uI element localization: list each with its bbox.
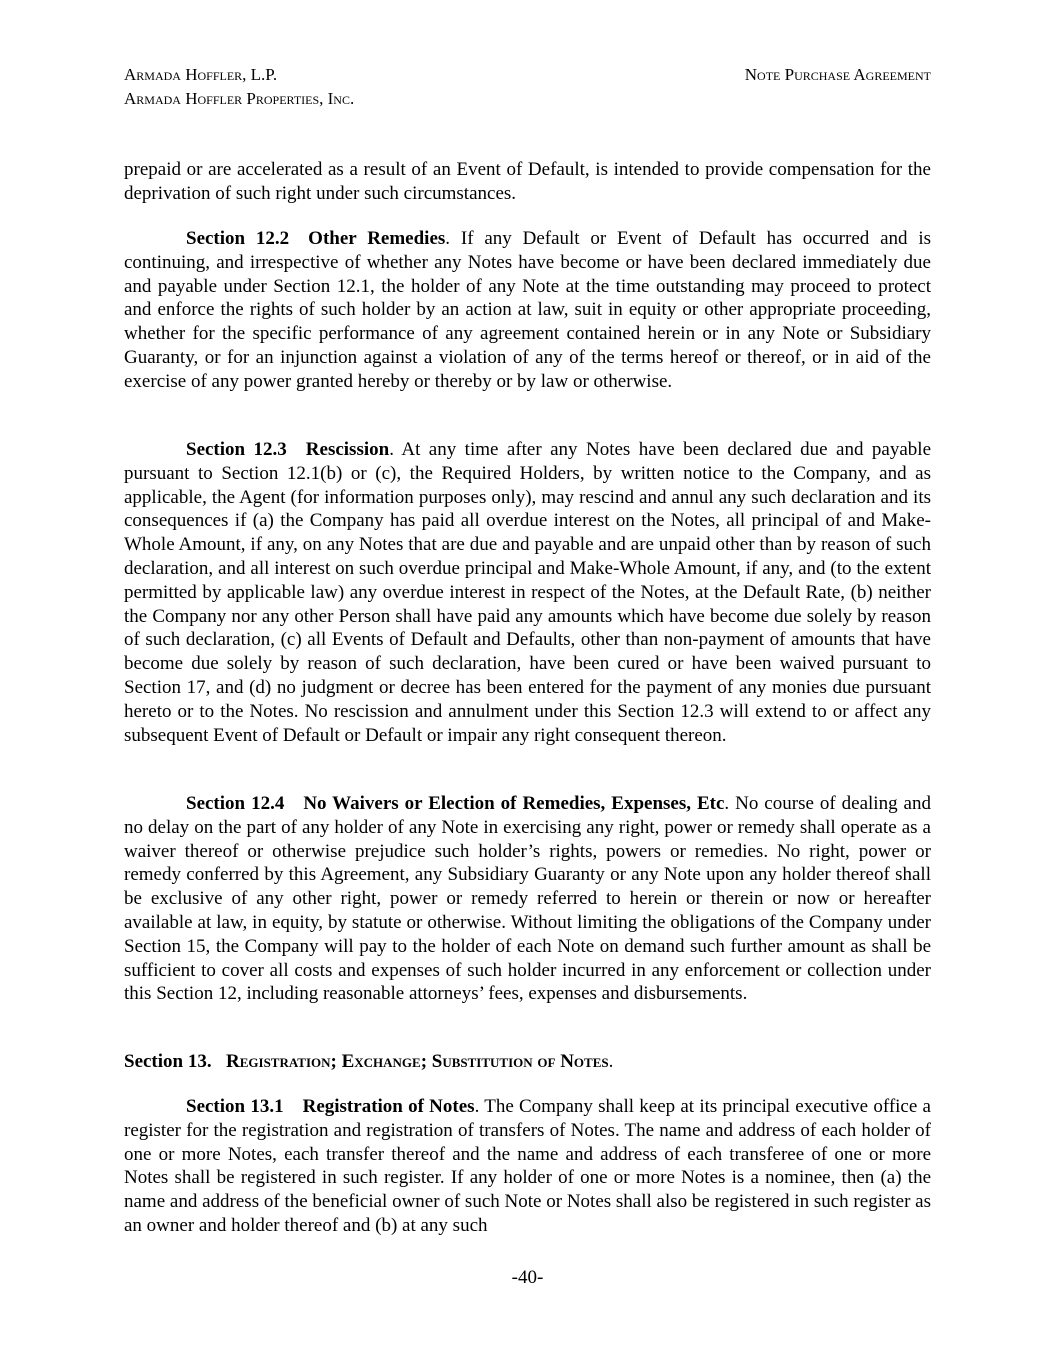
section-13-1-text: . The Company shall keep at its principal executive office a register for the registration and registration of transfers of Notes. The name and address of each holder of one or more Notes, each transfer thereof and the name and address of each transferee of one or more Notes shall be registered in such register. If any holder of one or more Notes is a nominee, then (a) the name and address of the beneficial owner of such Note or Notes shall also be registered in such register as an owner and holder thereof and (b) at any such xyxy=(124,1096,931,1236)
section-12-4-heading: Section 12.4 No Waivers or Election of Remedies, Expenses, Etc xyxy=(186,793,725,814)
section-13-title: Registration; Exchange; Substitution of Notes xyxy=(226,1051,609,1072)
section-12-4-text: . No course of dealing and no delay on the part of any holder of any Note in exercising any right, power or remedy shall operate as a waiver thereof or otherwise prejudice such holder’s rights, powers or remedies. No right, power or remedy conferred by this Agreement, any Subsidiary Guaranty or any Note upon any holder thereof shall be exclusive of any other right, power or remedy referred to herein or therein or now or hereafter available at law, in equity, by statute or otherwise. Without limiting the obligations of the Company under Section 15, the Company will pay to the holder of each Note on demand such further amount as shall be sufficient to cover all costs and expenses of such holder incurred in any enforcement or collection under this Section 12, including reasonable attorneys’ fees, expenses and disbursements. xyxy=(124,793,931,1005)
section-12-2-heading: Section 12.2 Other Remedies xyxy=(186,228,446,249)
header-document-title: Note Purchase Agreement xyxy=(744,65,931,84)
paragraph-continuation: prepaid or are accelerated as a result of an Event of Default, is intended to provide compensation for the deprivation of such right under such circumstances. xyxy=(124,159,931,204)
paragraph-section-12-4 xyxy=(124,792,931,1006)
section-13-number: Section 13. xyxy=(124,1051,212,1072)
header-company-1: Armada Hoffler, L.P. xyxy=(124,65,278,84)
page-number: -40- xyxy=(511,1267,544,1288)
paragraph-section-12-3 xyxy=(124,438,931,747)
section-13-heading xyxy=(124,1050,931,1074)
section-12-3-text: . At any time after any Notes have been declared due and payable pursuant to Section 12.1(b) or (c), the Required Holders, by written notice to the Company, and as applicable, the Agent (for information purposes only), may rescind and annul any such declaration and its consequences if (a) the Company has paid all overdue interest on the Notes, all principal of and Make-Whole Amount, if any, on any Notes that are due and payable and are unpaid other than by reason of such declaration, and all interest on such overdue principal and Make-Whole Amount, if any, and (to the extent permitted by applicable law) any overdue interest in respect of the Notes, at the Default Rate, (b) neither the Company nor any other Person shall have paid any amounts which have become due solely by reason of such declaration, (c) all Events of Default and Defaults, other than non-payment of amounts that have become due solely by reason of such declaration, have been cured or have been waived pursuant to Section 17, and (d) no judgment or decree has been entered for the payment of any monies due pursuant hereto or to the Notes. No rescission and annulment under this Section 12.3 will extend to or affect any subsequent Event of Default or Default or impair any right consequent thereon. xyxy=(124,439,932,746)
paragraph-section-13-1 xyxy=(124,1095,931,1238)
section-12-3-heading: Section 12.3 Rescission xyxy=(186,439,390,460)
paragraph-section-12-2 xyxy=(124,227,931,394)
section-12-2-text: . If any Default or Event of Default has occurred and is continuing, and irrespective of whether any Notes have become or have been declared immediately due and payable under Section 12.1, the holder of any Note at the time outstanding may proceed to protect and enforce the rights of such holder by an action at law, suit in equity or other appropriate proceeding, whether for the specific performance of any agreement contained herein or in any Note or Subsidiary Guaranty, or for an injunction against a violation of any of the terms hereof or thereof, or in aid of the exercise of any power granted hereby or thereby or by law or otherwise. xyxy=(124,228,932,392)
header-company-2: Armada Hoffler Properties, Inc. xyxy=(124,89,355,108)
section-13-period: . xyxy=(608,1051,614,1072)
section-13-1-heading: Section 13.1 Registration of Notes xyxy=(186,1096,475,1117)
